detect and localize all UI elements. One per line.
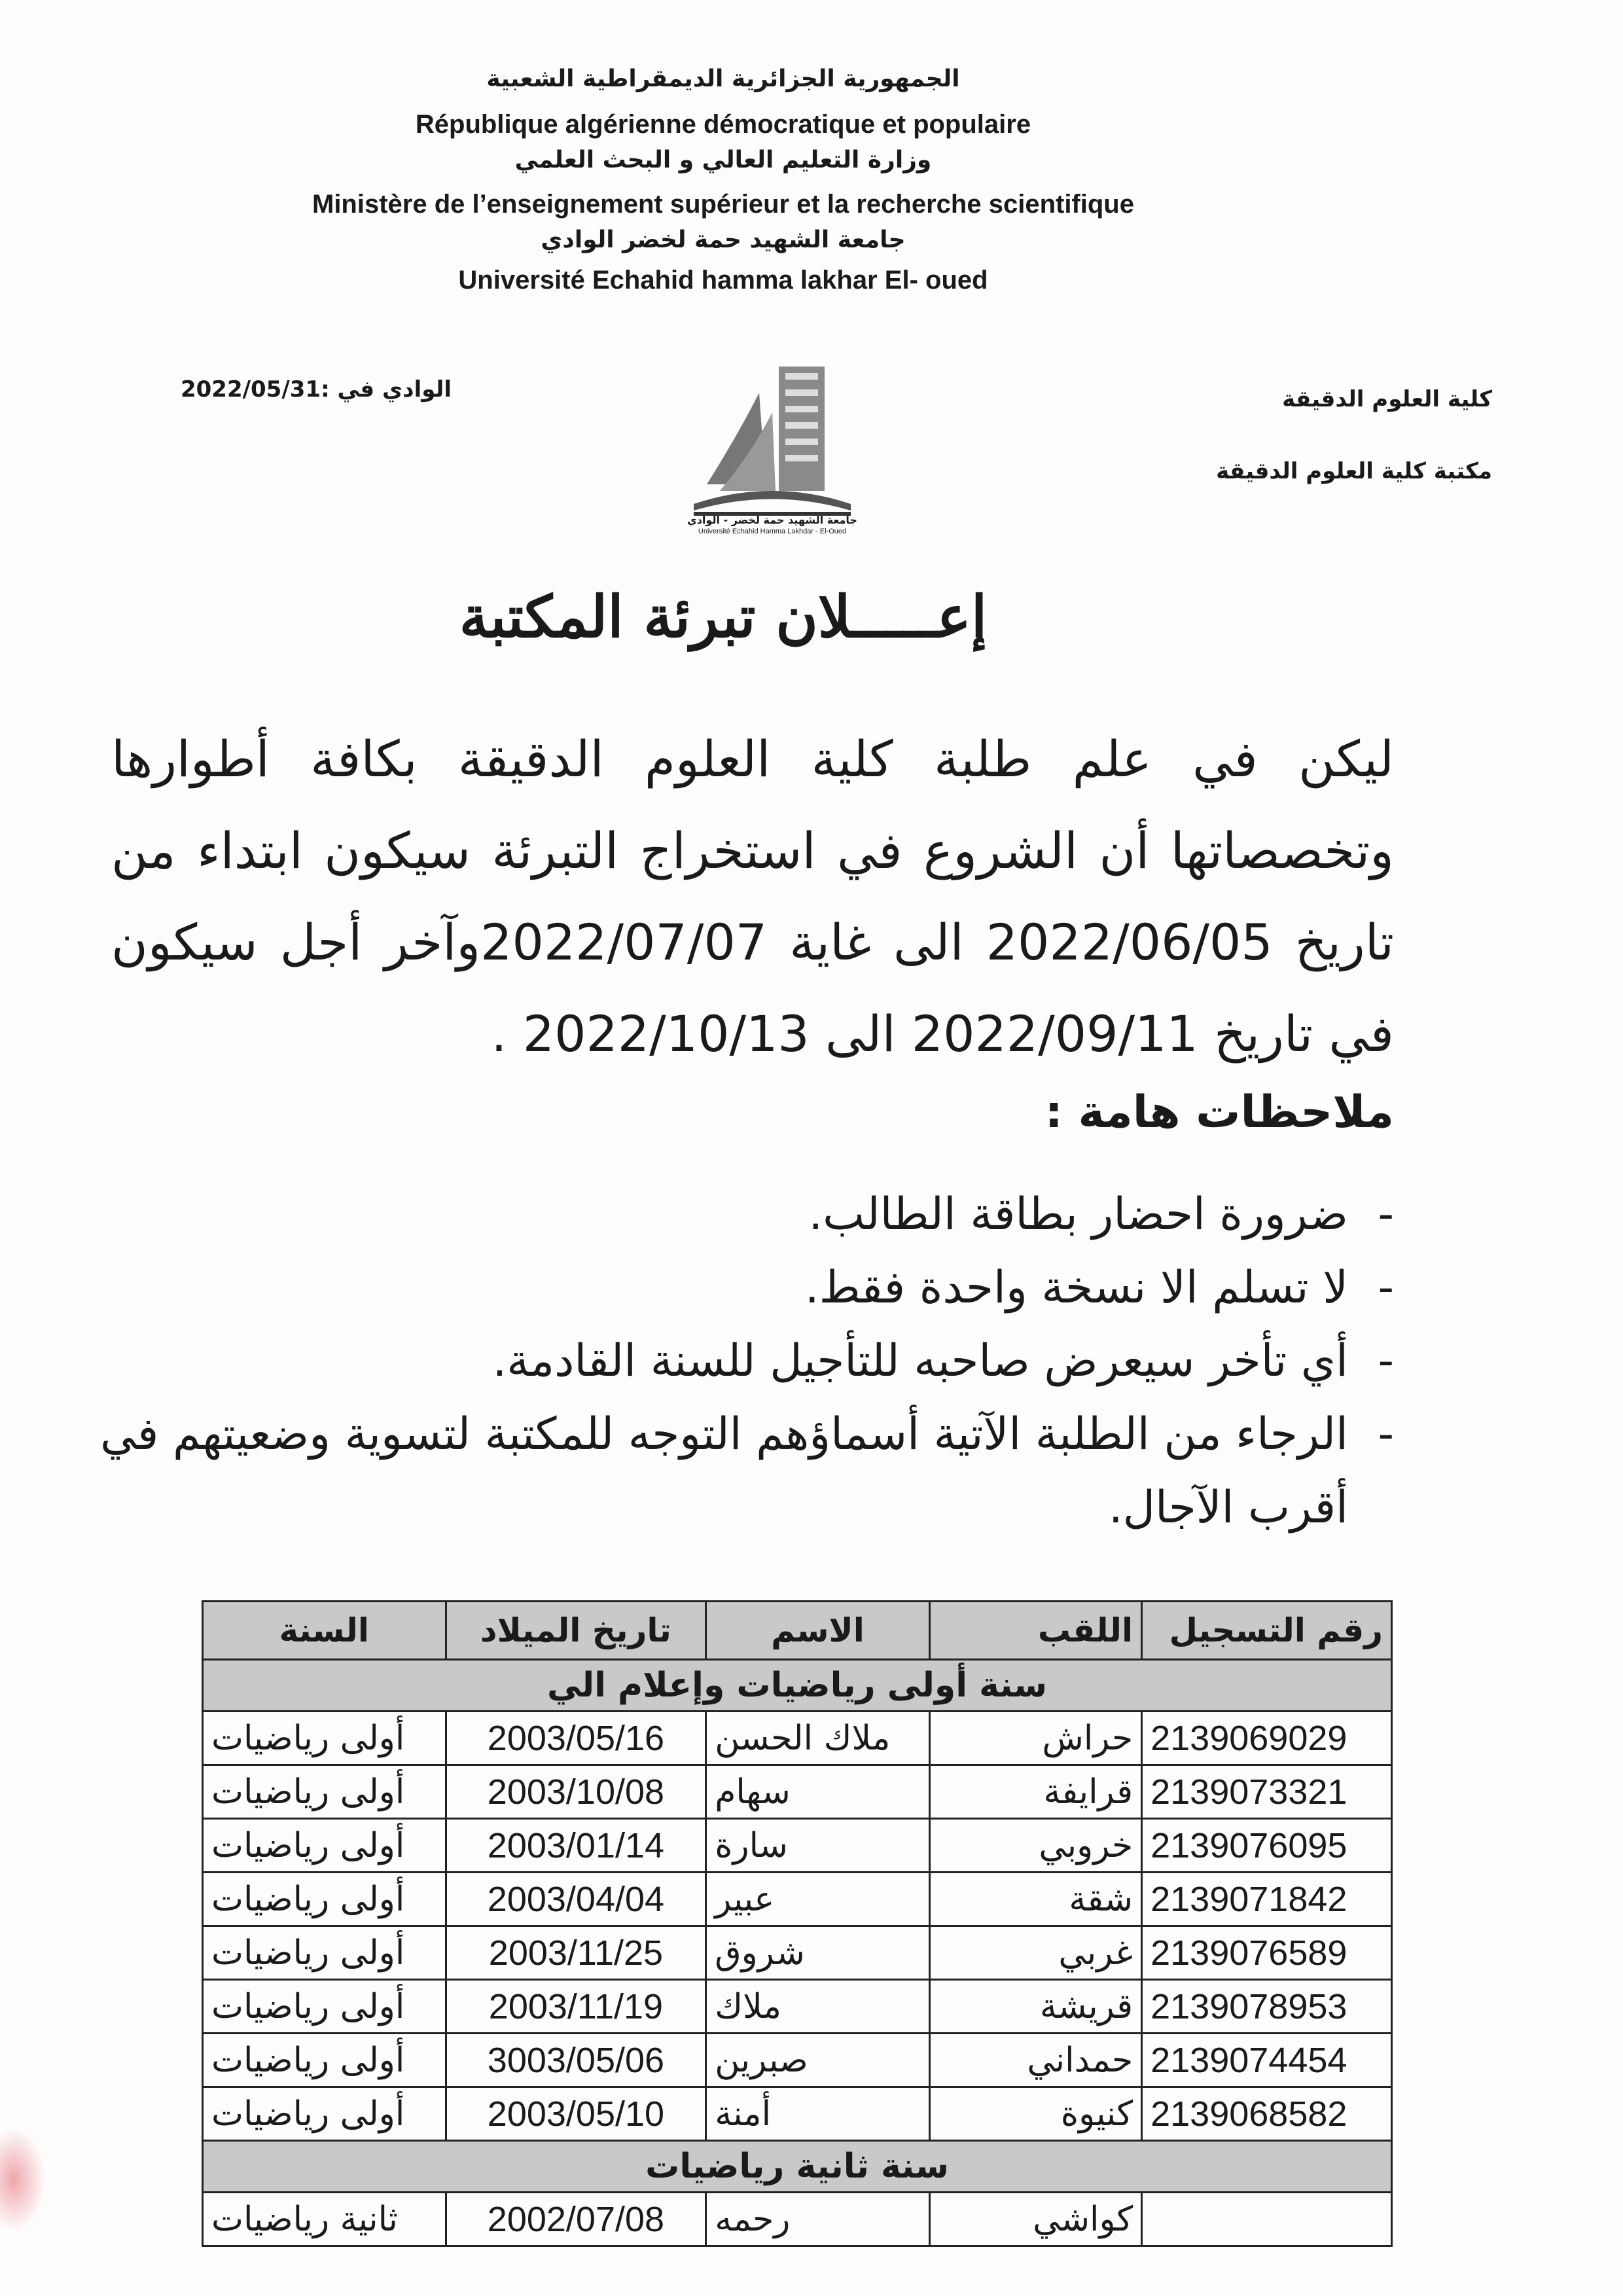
cell-year: أولى رياضيات [203,1873,446,1926]
table-row [203,1819,1392,1873]
header-university-fr: Université Echahid hamma lakhar El- oued [458,266,988,295]
col-birthdate: تاريخ الميلاد [446,1602,706,1660]
cell-lastname: غربي [929,1926,1141,1980]
cell-firstname: ملاك الحسن [706,1712,930,1765]
cell-firstname: سارة [706,1819,930,1873]
note-item: - ضرورة احضار بطاقة الطالب. [98,1178,1394,1251]
header-ministry-fr: Ministère de l’enseignement supérieur et la recherche scientifique [312,190,1134,219]
table-row [203,1712,1392,1765]
cell-lastname: كواشي [929,2193,1141,2246]
cell-firstname: شروق [706,1926,930,1980]
cell-registration: 2139076589 [1142,1926,1392,1980]
logo-caption-fr: Université Echahid Hamma Lakhdar - El-Oued [698,528,847,535]
cell-lastname: قريشة [929,1980,1141,2034]
table-row [203,2193,1392,2246]
library-name: مكتبة كلية العلوم الدقيقة [1216,458,1492,484]
table-row [203,2087,1392,2141]
cell-birthdate: 2002/07/08 [446,2193,706,2246]
page-title: إعـــــلان تبرئة المكتبة [459,583,988,651]
cell-year: أولى رياضيات [203,1980,446,2034]
cell-year: أولى رياضيات [203,2034,446,2087]
cell-firstname: أمنة [706,2087,930,2141]
col-lastname: اللقب [929,1602,1141,1660]
table-row [203,1765,1392,1819]
header-republic-fr: République algérienne démocratique et populaire [415,110,1031,139]
notes-list [98,1178,1394,1545]
header-republic-ar: الجمهورية الجزائرية الديمقراطية الشعبية [486,65,960,92]
cell-birthdate: 2003/11/25 [446,1926,706,1980]
cell-year: أولى رياضيات [203,1765,446,1819]
section-row [203,1660,1392,1712]
cell-registration: 2139074454 [1142,2034,1392,2087]
ink-stain [0,2127,46,2232]
cell-birthdate: 2003/10/08 [446,1765,706,1819]
cell-year: ثانية رياضيات [203,2193,446,2246]
announcement-text: ليكن في علم طلبة كلية العلوم الدقيقة بكافة أطوارها وتخصصاتها أن الشروع في استخراج التبرئة سيكون ابتداء من تاريخ 2022/06/05 الى غاية 2022/07/07وآخر أجل سيكون في تاريخ 2022/09/11 الى 2022/10/13 . [111,730,1395,1063]
university-logo [681,353,864,537]
cell-lastname: خروبي [929,1819,1141,1873]
note-item: - لا تسلم الا نسخة واحدة فقط. [98,1251,1394,1325]
col-year: السنة [203,1602,446,1660]
cell-firstname: رحمه [706,2193,930,2246]
logo-caption-ar: جامعة الشهيد حمة لخضر - الوادي [687,514,857,526]
cell-registration: 2139071842 [1142,1873,1392,1926]
cell-registration: 2139068582 [1142,2087,1392,2141]
table-header-row [203,1602,1392,1660]
note-item: - أي تأخر سيعرض صاحبه للتأجيل للسنة القادمة. [98,1325,1394,1398]
cell-lastname: حمداني [929,2034,1141,2087]
cell-registration: 2139076095 [1142,1819,1392,1873]
cell-birthdate: 2003/01/14 [446,1819,706,1873]
cell-year: أولى رياضيات [203,1819,446,1873]
cell-lastname: قرايفة [929,1765,1141,1819]
cell-firstname: سهام [706,1765,930,1819]
cell-year: أولى رياضيات [203,2087,446,2141]
cell-year: أولى رياضيات [203,1712,446,1765]
col-firstname: الاسم [706,1602,930,1660]
table-row [203,1926,1392,1980]
cell-registration: 2139078953 [1142,1980,1392,2034]
table-row [203,1873,1392,1926]
cell-birthdate: 2003/05/16 [446,1712,706,1765]
col-registration: رقم التسجيل [1142,1602,1392,1660]
table-row [203,2034,1392,2087]
cell-birthdate: 2003/11/19 [446,1980,706,2034]
table-row [203,1980,1392,2034]
notes-title: ملاحظات هامة : [1044,1086,1394,1138]
cell-lastname: كنيوة [929,2087,1141,2141]
cell-registration: 2139069029 [1142,1712,1392,1765]
section-row [203,2141,1392,2193]
cell-registration: 2139073321 [1142,1765,1392,1819]
cell-registration [1142,2193,1392,2246]
section-first-year: سنة أولى رياضيات وإعلام الي [203,1660,1392,1712]
cell-lastname: حراش [929,1712,1141,1765]
date-line: الوادي في :2022/05/31 [180,376,452,403]
cell-birthdate: 2003/05/10 [446,2087,706,2141]
cell-firstname: صبرين [706,2034,930,2087]
students-table [202,1600,1393,2247]
cell-birthdate: 2003/04/04 [446,1873,706,1926]
cell-year: أولى رياضيات [203,1926,446,1980]
cell-birthdate: 3003/05/06 [446,2034,706,2087]
header-ministry-ar: وزارة التعليم العالي و البحث العلمي [514,147,932,173]
cell-lastname: شقة [929,1873,1141,1926]
header-university-ar: جامعة الشهيد حمة لخضر الوادي [541,226,906,253]
faculty-name: كلية العلوم الدقيقة [1282,386,1492,412]
cell-firstname: ملاك [706,1980,930,2034]
cell-firstname: عبير [706,1873,930,1926]
university-building-logo-icon [681,353,864,537]
note-item: - الرجاء من الطلبة الآتية أسماؤهم التوجه للمكتبة لتسوية وضعيتهم في أقرب الآجال. [98,1398,1394,1545]
section-second-year: سنة ثانية رياضيات [203,2141,1392,2193]
